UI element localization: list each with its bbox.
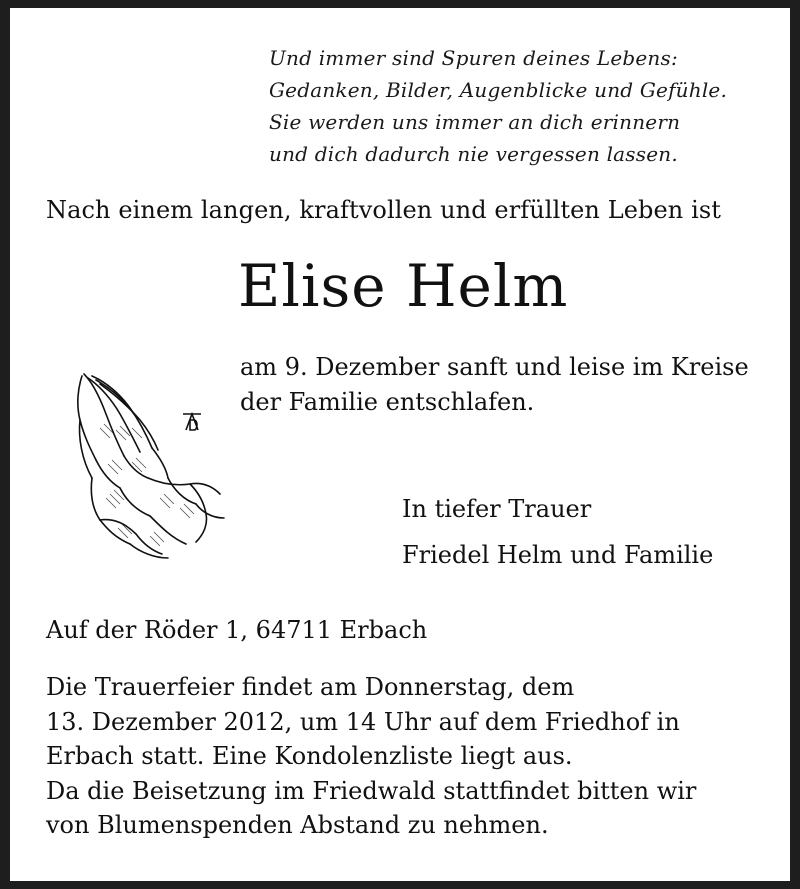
passing-line: am 9. Dezember sanft und leise im Kreise — [240, 353, 749, 381]
funeral-details — [46, 670, 696, 843]
mourners-signature — [402, 486, 713, 578]
poem-line: und dich dadurch nie vergessen lassen. — [269, 142, 678, 166]
address: Auf der Röder 1, 64711 Erbach — [46, 616, 428, 644]
funeral-line: Da die Beisetzung im Friedwald stattfindet bitten wir — [46, 776, 697, 805]
passing-notice — [240, 350, 749, 420]
praying-hands-icon — [70, 368, 230, 563]
mourners-line: Friedel Helm und Familie — [402, 541, 714, 569]
funeral-line: Erbach statt. Eine Kondolenzliste liegt aus. — [46, 742, 573, 770]
funeral-line: 13. Dezember 2012, um 14 Uhr auf dem Friedhof in — [46, 707, 680, 736]
intro-text: Nach einem langen, kraftvollen und erfüllten Leben ist — [46, 196, 722, 224]
funeral-line: Die Trauerfeier findet am Donnerstag, dem — [46, 673, 575, 701]
poem-line: Und immer sind Spuren deines Lebens: — [269, 46, 678, 70]
passing-line: der Familie entschlafen. — [240, 388, 535, 416]
funeral-line: von Blumenspenden Abstand zu nehmen. — [46, 811, 549, 839]
poem-line: Gedanken, Bilder, Augenblicke und Gefühle. — [269, 78, 728, 102]
memorial-poem — [269, 42, 727, 170]
monogram-mark — [183, 414, 201, 430]
mourners-line: In tiefer Trauer — [402, 495, 592, 523]
poem-line: Sie werden uns immer an dich erinnern — [269, 110, 681, 134]
deceased-name: Elise Helm — [238, 252, 569, 320]
